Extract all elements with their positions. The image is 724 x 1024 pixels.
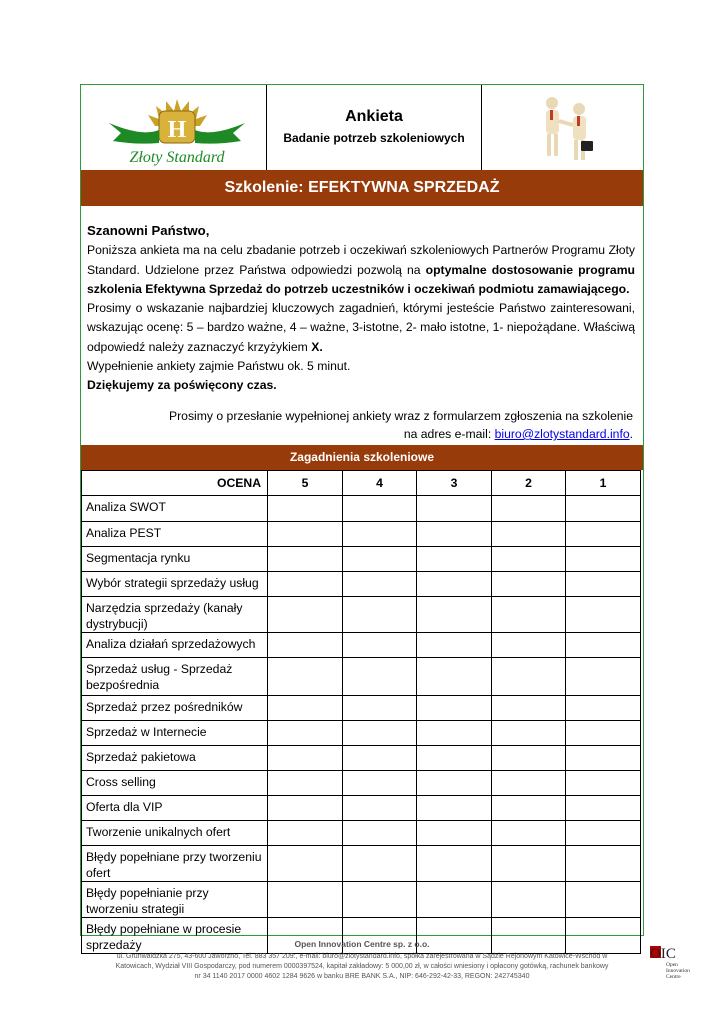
rating-cell-1[interactable] bbox=[566, 721, 641, 746]
rating-cell-4[interactable] bbox=[343, 721, 417, 746]
rating-cell-2[interactable] bbox=[492, 658, 566, 696]
rating-cell-2[interactable] bbox=[492, 821, 566, 846]
topic-label: Sprzedaż usług - Sprzedaż bezpośrednia bbox=[82, 658, 268, 696]
rating-cell-4[interactable] bbox=[343, 821, 417, 846]
rating-cell-5[interactable] bbox=[268, 597, 343, 633]
oic-logo bbox=[648, 944, 708, 984]
section-title: Zagadnienia szkoleniowe bbox=[81, 445, 643, 470]
table-row bbox=[82, 771, 641, 796]
rating-cell-4[interactable] bbox=[343, 882, 417, 918]
topic-label: Analiza PEST bbox=[82, 522, 268, 547]
survey-subtitle: Badanie potrzeb szkoleniowych bbox=[283, 131, 465, 145]
table-row bbox=[82, 821, 641, 846]
rating-cell-5[interactable] bbox=[268, 633, 343, 658]
table-row bbox=[82, 597, 641, 633]
rating-cell-2[interactable] bbox=[492, 522, 566, 547]
request-prefix: na adres e-mail: bbox=[403, 427, 495, 441]
rating-table bbox=[81, 470, 641, 954]
rating-cell-1[interactable] bbox=[566, 522, 641, 547]
table-row bbox=[82, 746, 641, 771]
oic-line-1: Open bbox=[666, 962, 678, 968]
rating-cell-3[interactable] bbox=[417, 882, 492, 918]
intro-p2-text: Prosimy o wskazanie najbardziej kluczowych zagadnień, którymi jesteście Państwo zainteresowani, wskazując ocenę: 5 – bardzo ważne, 4 – ważne, 3-istotne, 2- mało istotne, 1- niepożądane. Właściwą odpowiedź należy zaznaczyć krzyżykiem bbox=[87, 301, 635, 354]
zloty-standard-logo bbox=[107, 97, 247, 167]
intro-paragraph-2 bbox=[87, 299, 635, 357]
rating-cell-5[interactable] bbox=[268, 882, 343, 918]
rating-cell-3[interactable] bbox=[417, 496, 492, 522]
rating-column-header: 2 bbox=[492, 471, 566, 496]
rating-cell-2[interactable] bbox=[492, 496, 566, 522]
table-row bbox=[82, 882, 641, 918]
topic-label: Błędy popełniane przy tworzeniu ofert bbox=[82, 846, 268, 882]
footer-line-2: Katowicach, Wydział VIII Gospodarczy, pod numerem 0000397524, kapitał zakładowy: 5 000,00 zł, w całości wniesiony i opłacony gotówką, rachunek bankowy bbox=[115, 963, 609, 970]
topic-label: Segmentacja rynku bbox=[82, 547, 268, 572]
topic-label: Sprzedaż przez pośredników bbox=[82, 696, 268, 721]
rating-cell-1[interactable] bbox=[566, 658, 641, 696]
title-cell bbox=[267, 85, 482, 170]
table-row bbox=[82, 658, 641, 696]
table-row bbox=[82, 796, 641, 821]
rating-cell-4[interactable] bbox=[343, 496, 417, 522]
rating-cell-1[interactable] bbox=[566, 846, 641, 882]
topic-label: Błędy popełniane w procesie sprzedaży bbox=[82, 918, 268, 954]
rating-cell-3[interactable] bbox=[417, 846, 492, 882]
oic-line-2: Innovation bbox=[666, 968, 690, 974]
rating-cell-4[interactable] bbox=[343, 696, 417, 721]
submission-request bbox=[113, 407, 633, 443]
rating-cell-2[interactable] bbox=[492, 597, 566, 633]
rating-cell-3[interactable] bbox=[417, 633, 492, 658]
rating-cell-5[interactable] bbox=[268, 496, 343, 522]
thanks-text: Dziękujemy za poświęcony czas. bbox=[87, 378, 277, 393]
rating-cell-2[interactable] bbox=[492, 846, 566, 882]
topic-label: Tworzenie unikalnych ofert bbox=[82, 821, 268, 846]
topic-label: Analiza SWOT bbox=[82, 496, 268, 522]
intro-p2-bold: X. bbox=[311, 339, 323, 354]
rating-column-header: 3 bbox=[417, 471, 492, 496]
rating-cell-4[interactable] bbox=[343, 771, 417, 796]
rating-cell-4[interactable] bbox=[343, 658, 417, 696]
survey-title: Ankieta bbox=[345, 108, 403, 125]
table-row bbox=[82, 721, 641, 746]
rating-cell-4[interactable] bbox=[343, 547, 417, 572]
topic-label: Wybór strategii sprzedaży usług bbox=[82, 572, 268, 597]
table-row bbox=[82, 572, 641, 597]
table-row bbox=[82, 522, 641, 547]
rating-cell-3[interactable] bbox=[417, 696, 492, 721]
rating-cell-3[interactable] bbox=[417, 746, 492, 771]
rating-cell-4[interactable] bbox=[343, 796, 417, 821]
rating-cell-2[interactable] bbox=[492, 721, 566, 746]
rating-column-header: 4 bbox=[343, 471, 417, 496]
logo-text: Złoty Standard bbox=[129, 149, 225, 166]
table-row bbox=[82, 696, 641, 721]
rating-cell-1[interactable] bbox=[566, 496, 641, 522]
rating-cell-5[interactable] bbox=[268, 846, 343, 882]
topic-label: Sprzedaż pakietowa bbox=[82, 746, 268, 771]
rating-cell-3[interactable] bbox=[417, 771, 492, 796]
rating-cell-3[interactable] bbox=[417, 796, 492, 821]
rating-cell-5[interactable] bbox=[268, 796, 343, 821]
table-header-row bbox=[82, 471, 641, 496]
footer-address bbox=[80, 952, 644, 982]
rating-cell-5[interactable] bbox=[268, 746, 343, 771]
rating-cell-2[interactable] bbox=[492, 796, 566, 821]
rating-cell-2[interactable] bbox=[492, 746, 566, 771]
rating-cell-4[interactable] bbox=[343, 846, 417, 882]
rating-cell-1[interactable] bbox=[566, 771, 641, 796]
rating-cell-2[interactable] bbox=[492, 633, 566, 658]
footer-company: Open Innovation Centre sp. z o.o. bbox=[294, 939, 430, 949]
rating-cell-2[interactable] bbox=[492, 547, 566, 572]
request-line-2 bbox=[113, 425, 633, 443]
rating-cell-2[interactable] bbox=[492, 572, 566, 597]
topic-label: Sprzedaż w Internecie bbox=[82, 721, 268, 746]
rating-cell-3[interactable] bbox=[417, 597, 492, 633]
intro-paragraph-3: Wypełnienie ankiety zajmie Państwu ok. 5 minut. bbox=[87, 359, 351, 374]
rating-cell-3[interactable] bbox=[417, 721, 492, 746]
rating-cell-3[interactable] bbox=[417, 547, 492, 572]
intro-paragraph-1 bbox=[87, 241, 635, 299]
logo-cell bbox=[81, 85, 267, 170]
topic-label: Narzędzia sprzedaży (kanały dystrybucji) bbox=[82, 597, 268, 633]
rating-cell-5[interactable] bbox=[268, 572, 343, 597]
rating-cell-1[interactable] bbox=[566, 547, 641, 572]
table-row bbox=[82, 633, 641, 658]
rating-cell-1[interactable] bbox=[566, 572, 641, 597]
rating-column-header: 1 bbox=[566, 471, 641, 496]
rating-cell-4[interactable] bbox=[343, 633, 417, 658]
rating-cell-4[interactable] bbox=[343, 746, 417, 771]
illustration-cell bbox=[482, 85, 643, 170]
table-row bbox=[82, 496, 641, 522]
intro-text bbox=[87, 221, 635, 396]
training-banner: Szkolenie: EFEKTYWNA SPRZEDAŻ bbox=[81, 170, 643, 206]
rating-cell-5[interactable] bbox=[268, 721, 343, 746]
handshake-figures-icon bbox=[537, 95, 597, 165]
rating-cell-1[interactable] bbox=[566, 882, 641, 918]
rating-column-header: 5 bbox=[268, 471, 343, 496]
rating-cell-4[interactable] bbox=[343, 572, 417, 597]
email-link[interactable]: biuro@zlotystandard.info bbox=[494, 427, 630, 441]
header bbox=[81, 85, 643, 170]
table-row bbox=[82, 547, 641, 572]
topic-label: Błędy popełnianie przy tworzeniu strategii bbox=[82, 882, 268, 918]
rating-cell-1[interactable] bbox=[566, 746, 641, 771]
oic-mark: OIC bbox=[650, 946, 676, 962]
greeting: Szanowni Państwo, bbox=[87, 223, 210, 238]
rating-cell-3[interactable] bbox=[417, 572, 492, 597]
rating-cell-5[interactable] bbox=[268, 522, 343, 547]
footer bbox=[80, 936, 644, 982]
rating-cell-3[interactable] bbox=[417, 522, 492, 547]
rating-cell-3[interactable] bbox=[417, 658, 492, 696]
rating-cell-5[interactable] bbox=[268, 821, 343, 846]
topic-label: Cross selling bbox=[82, 771, 268, 796]
rating-label: OCENA bbox=[82, 471, 268, 496]
rating-cell-5[interactable] bbox=[268, 658, 343, 696]
table-row bbox=[82, 846, 641, 882]
request-suffix: . bbox=[629, 427, 633, 441]
rating-cell-5[interactable] bbox=[268, 547, 343, 572]
intro-p1-bold: optymalne dostosowanie programu szkolenia Efektywna Sprzedaż do potrzeb uczestników i oczekiwań podmiotu zamawiającego. bbox=[87, 262, 635, 296]
logo-letter: H bbox=[167, 117, 187, 143]
footer-line-1: ul. Grunwaldzka 275, 43-600 Jaworzno, Tel. 883 357 209:, e-mail: biuro@zlotystandard.info, spółka zarejestrowana w Sądzie Rejonowym Katowice-Wschód w bbox=[116, 953, 608, 960]
rating-cell-1[interactable] bbox=[566, 821, 641, 846]
rating-cell-2[interactable] bbox=[492, 696, 566, 721]
rating-cell-1[interactable] bbox=[566, 796, 641, 821]
rating-cell-5[interactable] bbox=[268, 696, 343, 721]
rating-cell-3[interactable] bbox=[417, 821, 492, 846]
rating-cell-1[interactable] bbox=[566, 597, 641, 633]
rating-cell-4[interactable] bbox=[343, 597, 417, 633]
request-line-1: Prosimy o przesłanie wypełnionej ankiety wraz z formularzem zgłoszenia na szkolenie bbox=[168, 409, 633, 423]
rating-cell-1[interactable] bbox=[566, 633, 641, 658]
rating-cell-2[interactable] bbox=[492, 882, 566, 918]
intro-thanks bbox=[87, 376, 635, 395]
oic-line-3: Centre bbox=[666, 974, 681, 980]
rating-cell-2[interactable] bbox=[492, 771, 566, 796]
topic-label: Oferta dla VIP bbox=[82, 796, 268, 821]
intro-p1-text: Poniższa ankieta ma na celu zbadanie potrzeb i oczekiwań szkoleniowych Partnerów Programu Złoty Standard. Udzielone przez Państwa odpowiedzi pozwolą na bbox=[87, 243, 635, 277]
topic-label: Analiza działań sprzedażowych bbox=[82, 633, 268, 658]
footer-line-3: nr 34 1140 2017 0000 4602 1284 9626 w banku BRE BANK S.A., NIP: 646-292-42-33, REGON: 242745340 bbox=[194, 973, 530, 980]
rating-cell-4[interactable] bbox=[343, 522, 417, 547]
rating-cell-5[interactable] bbox=[268, 771, 343, 796]
rating-cell-1[interactable] bbox=[566, 696, 641, 721]
